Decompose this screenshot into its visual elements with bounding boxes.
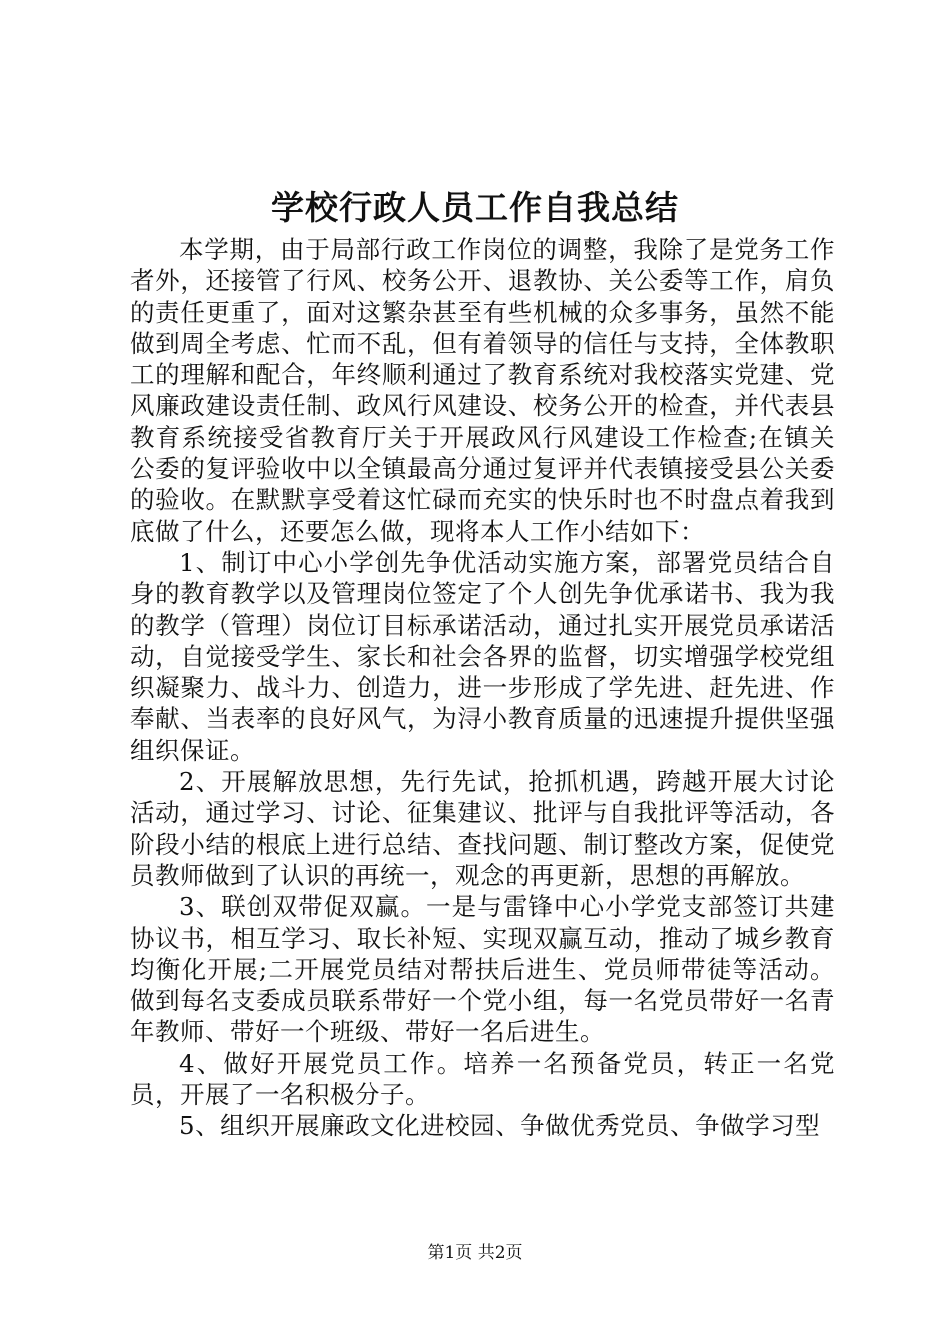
page-footer: 第1页 共2页 (427, 1243, 523, 1263)
paragraph-item-2: 2、开展解放思想，先行先试，抢抓机遇，跨越开展大讨论活动，通过学习、讨论、征集建议、批评与自我批评等活动，各阶段小结的根底上进行总结、查找问题、制订整改方案，促使党员教师做到了认识的再统一，观念的再更新，思想的再解放。 (130, 767, 835, 890)
document-body (130, 234, 835, 1142)
paragraph-intro: 本学期，由于局部行政工作岗位的调整，我除了是党务工作者外，还接管了行风、校务公开、退教协、关公委等工作，肩负的责任更重了，面对这繁杂甚至有些机械的众多事务，虽然不能做到周全考虑、忙而不乱，但有着领导的信任与支持，全体教职工的理解和配合，年终顺利通过了教育系统对我校落实党建、党风廉政建设责任制、政风行风建设、校务公开的检查，并代表县教育系统接受省教育厅关于开展政风行风建设工作检查;在镇关公委的复评验收中以全镇最高分通过复评并代表镇接受县公关委的验收。在默默享受着这忙碌而充实的快乐时也不时盘点着我到底做了什么，还要怎么做，现将本人工作小结如下： (130, 235, 835, 546)
document-title: 学校行政人员工作自我总结 (271, 188, 679, 227)
paragraph-item-5: 5、组织开展廉政文化进校园、争做优秀党员、争做学习型 (179, 1111, 821, 1141)
paragraph-item-4: 4、做好开展党员工作。培养一名预备党员，转正一名党员，开展了一名积极分子。 (130, 1048, 835, 1110)
paragraph-item-1: 1、制订中心小学创先争优活动实施方案，部署党员结合自身的教育教学以及管理岗位签定了个人创先争优承诺书、我为我的教学（管理）岗位订目标承诺活动，通过扎实开展党员承诺活动，自觉接受学生、家长和社会各界的监督，切实增强学校党组织凝聚力、战斗力、创造力，进一步形成了学先进、赶先进、作奉献、当表率的良好风气，为浔小教育质量的迅速提升提供坚强组织保证。 (130, 547, 835, 765)
paragraph-item-3: 3、联创双带促双赢。一是与雷锋中心小学党支部签订共建协议书，相互学习、取长补短、实现双赢互动，推动了城乡教育均衡化开展;二开展党员结对帮扶后进生、党员师带徒等活动。做到每名支委成员联系带好一个党小组，每一名党员带好一名青年教师、带好一个班级、带好一名后进生。 (130, 892, 835, 1047)
